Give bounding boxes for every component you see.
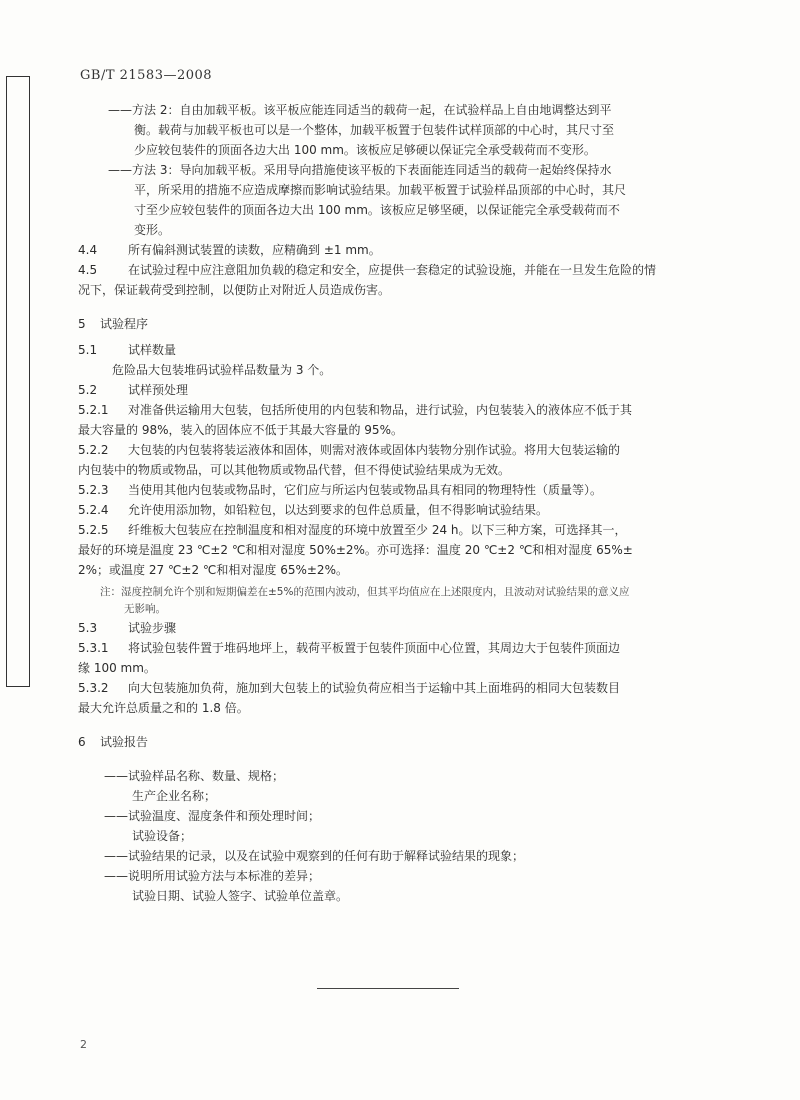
section-title: 试验报告: [100, 735, 149, 749]
clause-5-2-2-cont: 内包装中的物质或物品，可以其他物质或物品代替，但不得使试验结果成为无效。: [78, 463, 511, 477]
clause-number: 5.2.5: [78, 523, 109, 537]
clause-title: 试样预处理: [128, 383, 189, 397]
clause-5-1-text: 危险品大包装堆码试验样品数量为 3 个。: [112, 363, 332, 377]
clause-text: 向大包装施加负荷，施加到大包装上的试验负荷应相当于运输中其上面堆码的相同大包装数目: [128, 681, 621, 695]
report-item-4: 试验设备；: [132, 829, 193, 843]
clause-5-2-3: [78, 480, 718, 500]
clause-5-2-1-cont: 最大容量的 98%，装入的固体应不低于其最大容量的 95%。: [78, 423, 403, 437]
clause-title: 试验步骤: [128, 621, 177, 635]
clause-5-2-5-cont2: 2%；或温度 27 ℃±2 ℃和相对湿度 65%±2%。: [78, 563, 348, 577]
end-separator-line: [317, 988, 459, 989]
clause-text: 允许使用添加物，如铅粒包，以达到要求的包件总质量，但不得影响试验结果。: [128, 503, 549, 517]
section-title: 试验程序: [100, 317, 149, 331]
clause-number: 5.2.4: [78, 503, 109, 517]
clause-5-2-heading: [78, 380, 718, 400]
binding-margin-box: [6, 76, 30, 687]
report-item-1: ——试验样品名称、数量、规格；: [104, 769, 285, 783]
clause-number: 5.3.2: [78, 681, 109, 695]
page-number: 2: [80, 1038, 87, 1051]
section-number: 5: [78, 317, 86, 331]
report-item-6: ——说明所用试验方法与本标准的差异；: [104, 869, 321, 883]
clause-number: 4.4: [78, 243, 98, 257]
clause-number: 4.5: [78, 263, 98, 277]
clause-5-3-2: [78, 678, 718, 698]
clause-text: 纤维板大包装应在控制温度和相对湿度的环境中放置至少 24 h。以下三种方案，可选择其一，: [128, 523, 627, 537]
section-number: 6: [78, 735, 86, 749]
clause-5-2-4: [78, 500, 718, 520]
clause-5-2-5: [78, 520, 718, 540]
clause-5-3-heading: [78, 618, 718, 638]
section-5-heading: [78, 314, 718, 334]
report-item-3: ——试验温度、湿度条件和预处理时间；: [104, 809, 321, 823]
clause-5-2-1: [78, 400, 718, 420]
clause-number: 5.3.1: [78, 641, 109, 655]
clause-number: 5.2.1: [78, 403, 109, 417]
clause-text: 所有偏斜测试装置的读数，应精确到 ±1 mm。: [128, 243, 381, 257]
document-body: [78, 100, 718, 906]
clause-text: 将试验包装件置于堆码地坪上，载荷平板置于包装件顶面中心位置，其周边大于包装件顶面边: [128, 641, 621, 655]
method3-line1: ——方法 3：导向加载平板。采用导向措施使该平板的下表面能连同适当的载荷一起始终保持水: [108, 163, 612, 177]
method2-line3: 少应较包装件的顶面各边大出 100 mm。该板应足够硬以保证完全承受载荷而不变形。: [134, 143, 596, 157]
clause-5-3-1: [78, 638, 718, 658]
clause-text: 大包装的内包装将装运液体和固体，则需对液体或固体内装物分别作试验。将用大包装运输的: [128, 443, 621, 457]
clause-number: 5.2.2: [78, 443, 109, 457]
clause-number: 5.2.3: [78, 483, 109, 497]
note-line2: 无影响。: [124, 603, 166, 615]
report-item-5: ——试验结果的记录，以及在试验中观察到的任何有助于解释试验结果的现象；: [104, 849, 525, 863]
method3-line3: 寸至少应较包装件的顶面各边大出 100 mm。该板应足够坚硬，以保证能完全承受载荷而不: [134, 203, 620, 217]
clause-text: 当使用其他内包装或物品时，它们应与所运内包装或物品具有相同的物理特性（质量等）。: [128, 483, 603, 497]
method2-line2: 衡。载荷与加载平板也可以是一个整体，加载平板置于包装件试样顶部的中心时，其尺寸至: [134, 123, 615, 137]
clause-4-4: [78, 240, 718, 260]
report-item-2: 生产企业名称；: [132, 789, 217, 803]
clause-5-2-2: [78, 440, 718, 460]
clause-5-3-1-cont: 缘 100 mm。: [78, 661, 156, 675]
note-line1: 注：湿度控制允许个别和短期偏差在±5%的范围内波动，但其平均值应在上述限度内，且波动对试验结果的意义应: [100, 586, 630, 598]
report-item-7: 试验日期、试验人签字、试验单位盖章。: [132, 889, 349, 903]
method3-line4: 变形。: [134, 223, 171, 237]
clause-text: 对准备供运输用大包装，包括所使用的内包装和物品，进行试验，内包装装入的液体应不低于其: [128, 403, 633, 417]
clause-title: 试样数量: [128, 343, 177, 357]
clause-number: 5.2: [78, 383, 98, 397]
clause-5-2-5-cont1: 最好的环境是温度 23 ℃±2 ℃和相对湿度 50%±2%。亦可选择：温度 20 ℃±2 ℃和相对湿度 65%±: [78, 543, 633, 557]
standard-code-header: GB/T 21583—2008: [80, 68, 213, 83]
clause-4-5-cont: 况下，保证载荷受到控制，以便防止对附近人员造成伤害。: [78, 283, 391, 297]
section-6-heading: [78, 732, 718, 752]
clause-5-1-heading: [78, 340, 718, 360]
clause-number: 5.3: [78, 621, 98, 635]
clause-5-3-2-cont: 最大允许总质量之和的 1.8 倍。: [78, 701, 249, 715]
clause-text: 在试验过程中应注意阻加负载的稳定和安全，应提供一套稳定的试验设施，并能在一旦发生危险的情: [128, 263, 657, 277]
method2-line1: ——方法 2：自由加载平板。该平板应能连同适当的载荷一起，在试验样品上自由地调整达到平: [108, 103, 612, 117]
clause-4-5: [78, 260, 718, 280]
clause-number: 5.1: [78, 343, 98, 357]
method3-line2: 平，所采用的措施不应造成摩擦而影响试验结果。加载平板置于试验样品顶部的中心时，其尺: [134, 183, 627, 197]
